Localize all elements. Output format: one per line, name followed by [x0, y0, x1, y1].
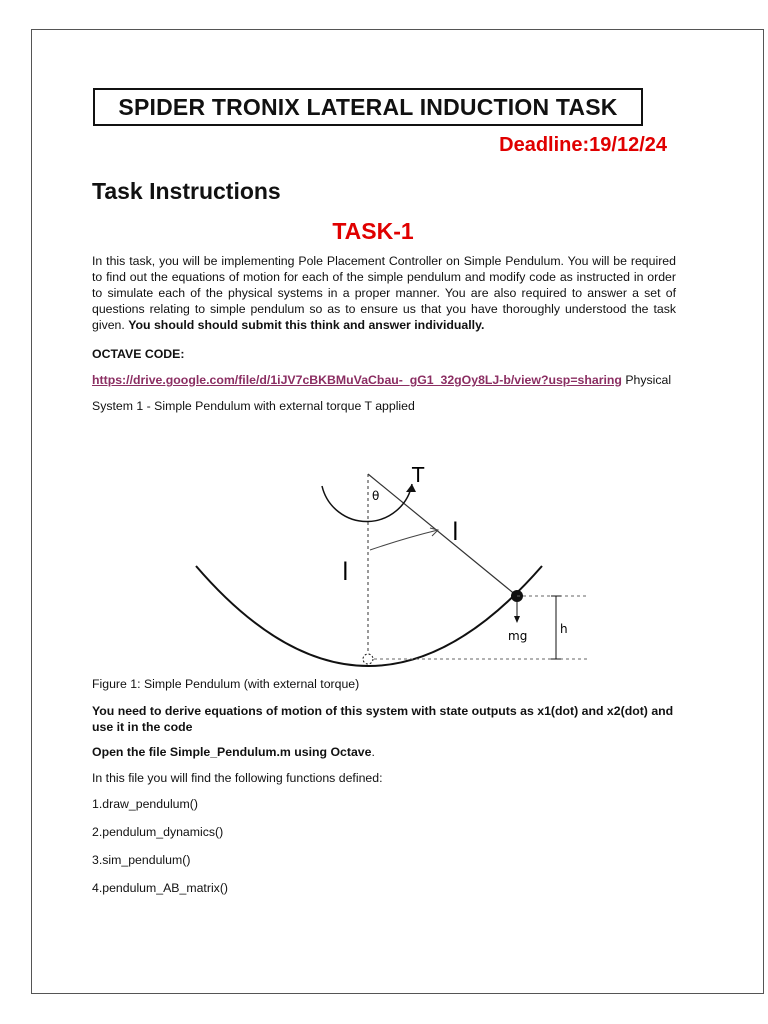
gravity-arrowhead	[514, 616, 520, 623]
octave-code-link[interactable]: https://drive.google.com/file/d/1iJV7cBKBMuVaCbau-_gG1_32gOy8LJ-b/view?usp=sharing	[92, 373, 622, 387]
figure-caption: Figure 1: Simple Pendulum (with external torque)	[92, 677, 360, 691]
pendulum-string	[368, 474, 517, 596]
intro-bold-note: You should should submit this think and answer individually.	[128, 318, 485, 332]
link-suffix: Physical	[621, 373, 672, 387]
length-label-diagonal: l	[452, 518, 459, 546]
function-item: 3.sim_pendulum()	[92, 853, 191, 867]
swing-arc	[196, 566, 542, 666]
torque-label: T	[412, 463, 425, 487]
rest-position	[363, 654, 373, 664]
torque-arc	[322, 484, 412, 522]
open-file-line	[92, 745, 375, 759]
intro-paragraph	[92, 253, 676, 333]
pendulum-diagram	[160, 448, 590, 670]
task-title: TASK-1	[332, 218, 414, 244]
weight-label: mg	[508, 629, 528, 643]
deadline: Deadline:19/12/24	[499, 134, 667, 156]
section-heading: Task Instructions	[92, 178, 281, 204]
theta-label: θ	[372, 489, 380, 503]
open-file-instruction: Open the file Simple_Pendulum.m using Octave	[92, 745, 372, 759]
system-description: System 1 - Simple Pendulum with external torque T applied	[92, 399, 415, 413]
theta-arc	[370, 530, 438, 550]
page-title: SPIDER TRONIX LATERAL INDUCTION TASK	[93, 88, 643, 126]
octave-link-line	[92, 373, 671, 387]
intro-text: In this task, you will be implementing Pole Placement Controller on Simple Pendulum. You will be required to find out the equations of motion for each of the simple pendulum and modify code as instructed in order to simulate each of the physical systems in a proper manner. You are also required to answer a set of questions relating to simple pendulum so as to ensure us that you have thoroughly understood the task given.	[92, 254, 676, 332]
open-file-suffix: .	[371, 745, 375, 759]
octave-code-label: OCTAVE CODE:	[92, 347, 185, 361]
length-label-vertical: l	[342, 558, 349, 586]
functions-intro: In this file you will find the following functions defined:	[92, 771, 383, 785]
height-label: h	[560, 622, 568, 636]
derive-note: You need to derive equations of motion of this system with state outputs as x1(dot) and x2(dot) and use it in the code	[92, 704, 674, 734]
function-item: 1.draw_pendulum()	[92, 797, 198, 811]
function-item: 2.pendulum_dynamics()	[92, 825, 224, 839]
function-item: 4.pendulum_AB_matrix()	[92, 881, 229, 895]
